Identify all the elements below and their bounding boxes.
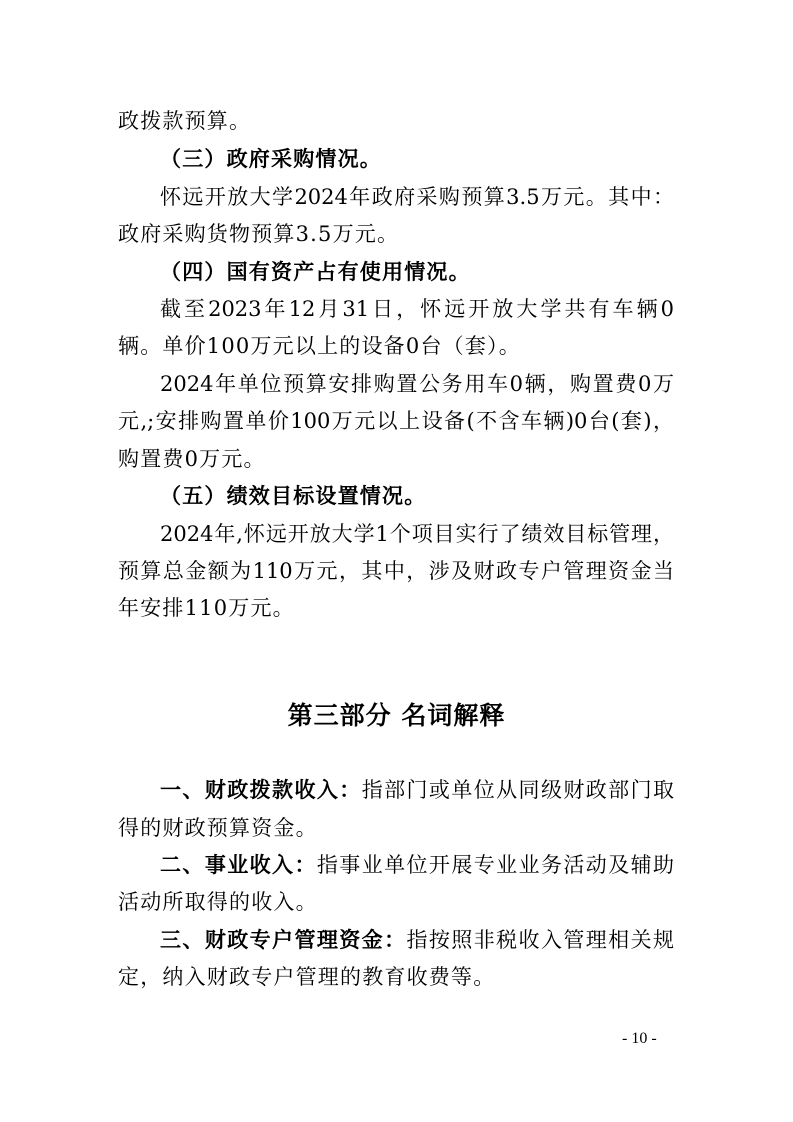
assets-heading: （四）国有资产占有使用情况。 [160,260,471,284]
assets-text-line: 辆。单价100万元以上的设备0台（套）。 [118,334,521,358]
glossary-description: 指事业单位开展专业业务活动及辅助 [316,853,675,877]
glossary-description-line: 定，纳入财政专户管理的教育收费等。 [118,965,496,989]
glossary-item [160,927,674,953]
performance-text-line: 2024年,怀远开放大学1个项目实行了绩效目标管理， [160,522,674,546]
glossary-item [160,852,674,878]
assets-text-line: 截至2023年12月31日，怀远开放大学共有车辆0 [160,297,674,321]
performance-text-line: 预算总金额为110万元，其中，涉及财政专户管理资金当 [118,559,674,583]
glossary-item [160,777,674,803]
glossary-description: 指部门或单位从同级财政部门取 [361,778,675,802]
performance-heading: （五）绩效目标设置情况。 [160,484,427,508]
glossary-description: 指按照非税收入管理相关规 [406,928,674,952]
assets-text-line: 购置费0万元。 [118,447,266,471]
glossary-term: 三、财政专户管理资金： [160,928,407,952]
body-text-line: 政拨款预算。 [118,109,252,133]
glossary-description-line: 活动所取得的收入。 [118,890,318,914]
page-number: - 10 - [622,1030,657,1047]
procurement-heading: （三）政府采购情况。 [160,147,382,171]
glossary-description-line: 得的财政预算资金。 [118,816,318,840]
part-title: 第三部分 名词解释 [287,701,506,730]
glossary-term: 二、事业收入： [160,853,317,877]
assets-text-line: 元,;安排购置单价100万元以上设备(不含车辆)0台(套)， [118,409,674,433]
glossary-term: 一、财政拨款收入： [160,778,362,802]
procurement-text-line: 怀远开放大学2024年政府采购预算3.5万元。其中： [160,185,674,209]
procurement-text-line: 政府采购货物预算3.5万元。 [118,222,400,246]
performance-text-line: 年安排110万元。 [118,596,295,620]
assets-text-line: 2024年单位预算安排购置公务用车0辆，购置费0万 [160,372,674,396]
